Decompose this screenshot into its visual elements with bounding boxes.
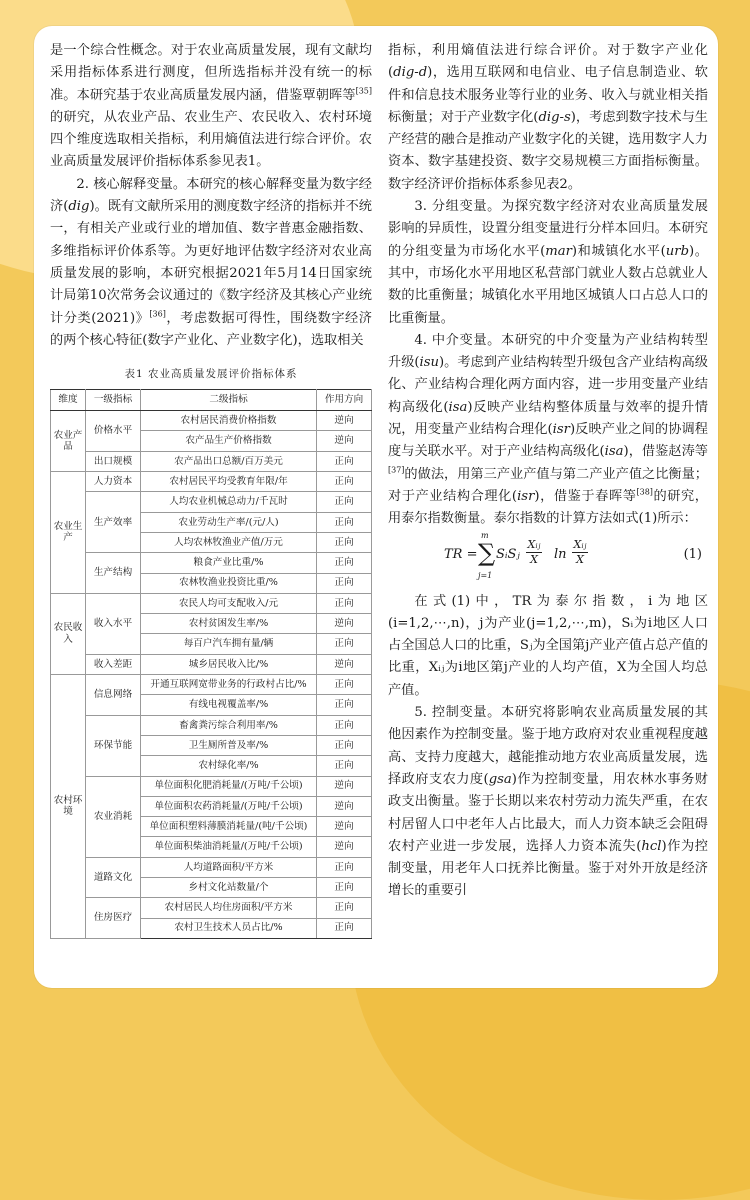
secondary-indicator-cell: 人均农林牧渔业产值/万元 bbox=[141, 532, 317, 552]
direction-cell: 逆向 bbox=[317, 796, 372, 816]
direction-cell: 正向 bbox=[317, 593, 372, 613]
table-row bbox=[51, 492, 372, 512]
table-row bbox=[51, 715, 372, 735]
direction-cell: 正向 bbox=[317, 492, 372, 512]
direction-cell: 正向 bbox=[317, 695, 372, 715]
formula-sum-upper: m bbox=[481, 530, 489, 540]
dimension-cell: 农村环境 bbox=[51, 675, 86, 939]
paragraph-digital-industrialization: 指标，利用熵值法进行综合评价。对于数字产业化(dig-d)，选用互联网和电信业、电子信息制造业、软件和信息技术服务业等行业的业务、收入与就业相关指标衡量；对于产业数字化(dig-s)，考虑到数字技术与生产经营的融合是推动产业数字化的关键，选用数字人力资本、数字基建投资、数字交易规模三方面指标衡量。数字经济评价指标体系参见表2。 bbox=[388, 43, 708, 192]
direction-cell: 正向 bbox=[317, 715, 372, 735]
direction-cell: 逆向 bbox=[317, 614, 372, 634]
primary-indicator-cell: 人力资本 bbox=[86, 472, 141, 492]
primary-indicator-cell: 出口规模 bbox=[86, 451, 141, 471]
table-row bbox=[51, 553, 372, 573]
table-row bbox=[51, 593, 372, 613]
formula-lhs: TR = bbox=[444, 546, 478, 562]
secondary-indicator-cell: 单位面积塑料薄膜消耗量/(吨/千公顷) bbox=[141, 817, 317, 837]
fraction-numerator: Xᵢⱼ bbox=[573, 537, 587, 551]
fraction-numerator: Xᵢⱼ bbox=[527, 537, 541, 551]
equation-number: (1) bbox=[683, 546, 702, 562]
direction-cell: 正向 bbox=[317, 675, 372, 695]
summation-symbol: ∑ bbox=[478, 538, 496, 567]
secondary-indicator-cell: 农民人均可支配收入/元 bbox=[141, 593, 317, 613]
secondary-indicator-cell: 人均农业机械总动力/千瓦时 bbox=[141, 492, 317, 512]
direction-cell: 正向 bbox=[317, 877, 372, 897]
primary-indicator-cell: 信息网络 bbox=[86, 675, 141, 716]
table-row bbox=[51, 857, 372, 877]
direction-cell: 正向 bbox=[317, 553, 372, 573]
paragraph-indicator-system: 是一个综合性概念。对于农业高质量发展，现有文献均采用指标体系进行测度，但所选指标并没有统一的标准。本研究基于农业高质量发展内涵，借鉴覃朝晖等[35]的研究，从农业产品、农业生产、农民收入、农村环境四个维度选取相关指标，利用熵值法进行综合评价。农业高质量发展评价指标体系参见表1。 bbox=[50, 43, 372, 170]
table-row bbox=[51, 411, 372, 431]
direction-cell: 正向 bbox=[317, 451, 372, 471]
secondary-indicator-cell: 农产品生产价格指数 bbox=[141, 431, 317, 451]
secondary-indicator-cell: 农林牧渔业投资比重/% bbox=[141, 573, 317, 593]
table-body bbox=[51, 411, 372, 939]
paper-page bbox=[34, 26, 718, 988]
formula-weights: SᵢSⱼ bbox=[496, 546, 520, 562]
secondary-indicator-cell: 单位面积柴油消耗量/(万吨/千公顷) bbox=[141, 837, 317, 857]
primary-indicator-cell: 生产结构 bbox=[86, 553, 141, 594]
fraction-denominator: X bbox=[530, 552, 538, 566]
secondary-indicator-cell: 乡村文化站数量/个 bbox=[141, 877, 317, 897]
right-column bbox=[388, 40, 708, 903]
secondary-indicator-cell: 农村居民人均住房面积/平方米 bbox=[141, 898, 317, 918]
direction-cell: 正向 bbox=[317, 857, 372, 877]
dimension-cell: 农民收入 bbox=[51, 593, 86, 674]
dimension-cell: 农业产品 bbox=[51, 411, 86, 472]
direction-cell: 正向 bbox=[317, 735, 372, 755]
table-header-cell: 一级指标 bbox=[86, 390, 141, 411]
direction-cell: 正向 bbox=[317, 512, 372, 532]
table-row bbox=[51, 675, 372, 695]
formula-fraction-1 bbox=[526, 538, 542, 567]
secondary-indicator-cell: 人均道路面积/平方米 bbox=[141, 857, 317, 877]
primary-indicator-cell: 价格水平 bbox=[86, 411, 141, 452]
table-header-cell: 维度 bbox=[51, 390, 86, 411]
paragraph-mediating-variable: 4. 中介变量。本研究的中介变量为产业结构转型升级(isu)。考虑到产业结构转型升级包含产业结构高级化、产业结构合理化两方面内容，进一步用变量产业结构高级化(isa)反映产业结构整体质量与效率的提升情况，用变量产业结构合理化(isr)反映产业之间的协调程度与关联水平。对于产业结构高级化(isa)，借鉴赵涛等[37]的做法，用第三产业产值与第二产业产值之比衡量；对于产业结构合理化(isr)，借鉴于春晖等[38]的研究，用泰尔指数衡量。泰尔指数的计算方法如式(1)所示： bbox=[388, 332, 708, 527]
table-row bbox=[51, 451, 372, 471]
table-row bbox=[51, 898, 372, 918]
primary-indicator-cell: 农业消耗 bbox=[86, 776, 141, 857]
direction-cell: 正向 bbox=[317, 532, 372, 552]
secondary-indicator-cell: 农业劳动生产率/(元/人) bbox=[141, 512, 317, 532]
fraction-denominator: X bbox=[576, 552, 584, 566]
secondary-indicator-cell: 每百户汽车拥有量/辆 bbox=[141, 634, 317, 654]
dimension-cell: 农业生产 bbox=[51, 472, 86, 594]
paragraph-core-variable: 2. 核心解释变量。本研究的核心解释变量为数字经济(dig)。既有文献所采用的测度数字经济的指标并不统一，有相关产业或行业的增加值、数字普惠金融指数、多维指标评价体系等。为更好地评估数字经济对农业高质量发展的影响，本研究根据2021年5月14日国家统计局第10次常务会议通过的《数字经济及其核心产业统计分类(2021)》[36]，考虑数据可得性，围绕数字经济的两个核心特征(数字产业化、产业数字化)，选取相关 bbox=[50, 176, 372, 348]
table-header-row bbox=[51, 390, 372, 411]
direction-cell: 逆向 bbox=[317, 837, 372, 857]
direction-cell: 逆向 bbox=[317, 411, 372, 431]
secondary-indicator-cell: 开通互联网宽带业务的行政村占比/% bbox=[141, 675, 317, 695]
secondary-indicator-cell: 有线电视覆盖率/% bbox=[141, 695, 317, 715]
secondary-indicator-cell: 农产品出口总额/百万美元 bbox=[141, 451, 317, 471]
direction-cell: 正向 bbox=[317, 898, 372, 918]
primary-indicator-cell: 道路文化 bbox=[86, 857, 141, 898]
secondary-indicator-cell: 畜禽粪污综合利用率/% bbox=[141, 715, 317, 735]
paragraph-formula-explanation: 在式(1)中，TR为泰尔指数，i为地区(i=1,2,⋯,n)，j为产业(j=1,2,⋯,m)，Sᵢ为i地区人口占全国总人口的比重，Sⱼ为全国第j产业产值占总产值的比重，Xᵢⱼ为i地区第j产业的人均产值，X为全国人均总产值。 bbox=[388, 593, 708, 698]
left-column bbox=[50, 40, 372, 939]
formula-sum-lower: j=1 bbox=[478, 570, 493, 580]
secondary-indicator-cell: 农村贫困发生率/% bbox=[141, 614, 317, 634]
primary-indicator-cell: 环保节能 bbox=[86, 715, 141, 776]
secondary-indicator-cell: 农村绿化率/% bbox=[141, 756, 317, 776]
secondary-indicator-cell: 农村居民消费价格指数 bbox=[141, 411, 317, 431]
secondary-indicator-cell: 农村居民平均受教育年限/年 bbox=[141, 472, 317, 492]
primary-indicator-cell: 收入水平 bbox=[86, 593, 141, 654]
direction-cell: 逆向 bbox=[317, 817, 372, 837]
table-header-cell: 二级指标 bbox=[141, 390, 317, 411]
direction-cell: 正向 bbox=[317, 918, 372, 938]
secondary-indicator-cell: 农村卫生技术人员占比/% bbox=[141, 918, 317, 938]
direction-cell: 正向 bbox=[317, 472, 372, 492]
secondary-indicator-cell: 卫生厕所普及率/% bbox=[141, 735, 317, 755]
primary-indicator-cell: 生产效率 bbox=[86, 492, 141, 553]
direction-cell: 正向 bbox=[317, 573, 372, 593]
table-title: 表1 农业高质量发展评价指标体系 bbox=[124, 368, 298, 381]
table-row bbox=[51, 776, 372, 796]
theil-index-formula bbox=[388, 530, 708, 589]
direction-cell: 逆向 bbox=[317, 654, 372, 674]
table-header-cell: 作用方向 bbox=[317, 390, 372, 411]
formula-fraction-2 bbox=[572, 538, 588, 567]
table-row bbox=[51, 654, 372, 674]
table-row bbox=[51, 472, 372, 492]
secondary-indicator-cell: 单位面积农药消耗量/(万吨/千公顷) bbox=[141, 796, 317, 816]
secondary-indicator-cell: 粮食产业比重/% bbox=[141, 553, 317, 573]
secondary-indicator-cell: 城乡居民收入比/% bbox=[141, 654, 317, 674]
direction-cell: 逆向 bbox=[317, 776, 372, 796]
secondary-indicator-cell: 单位面积化肥消耗量/(万吨/千公顷) bbox=[141, 776, 317, 796]
formula-ln: ln bbox=[554, 546, 567, 562]
direction-cell: 正向 bbox=[317, 634, 372, 654]
paragraph-control-variable: 5. 控制变量。本研究将影响农业高质量发展的其他因素作为控制变量。鉴于地方政府对农业重视程度越高、支持力度越大，越能推动地方农业高质量发展，选择政府支农力度(gsa)作为控制变量，用农林水事务财政支出衡量。鉴于长期以来农村劳动力流失严重，在农村居留人口中老年人占比最大，而人力资本缺乏会阻碍农村产业进一步发展，选择人力资本流失(hcl)作为控制变量，用老年人口抚养比衡量。鉴于对外开放是经济增长的重要引 bbox=[388, 705, 708, 899]
primary-indicator-cell: 住房医疗 bbox=[86, 898, 141, 939]
direction-cell: 正向 bbox=[317, 756, 372, 776]
indicator-table bbox=[50, 389, 372, 939]
paragraph-grouping-variable: 3. 分组变量。为探究数字经济对农业高质量发展影响的异质性，设置分组变量进行分样本回归。本研究的分组变量为市场化水平(mar)和城镇化水平(urb)。其中，市场化水平用地区私营部门就业人数占总就业人数的比重衡量；城镇化水平用地区城镇人口占总人口的比重衡量。 bbox=[388, 199, 708, 326]
direction-cell: 逆向 bbox=[317, 431, 372, 451]
primary-indicator-cell: 收入差距 bbox=[86, 654, 141, 674]
